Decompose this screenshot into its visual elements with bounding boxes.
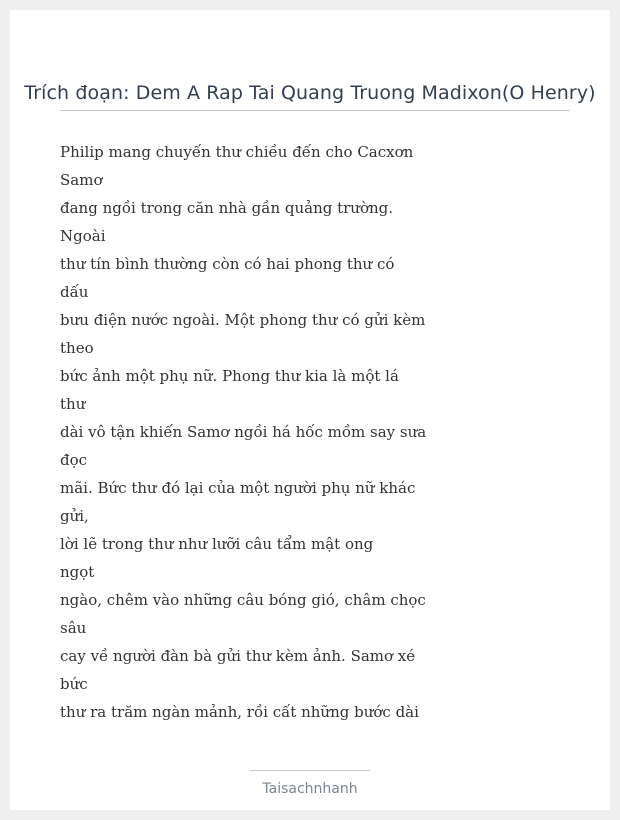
text-line: thư ra trăm ngàn mảnh, rồi cất những bước dài: [60, 703, 419, 721]
text-line: bức ảnh một phụ nữ. Phong thư kia là một lá: [60, 367, 399, 385]
text-line: mãi. Bức thư đó lại của một người phụ nữ khác: [60, 479, 416, 497]
page-title: Trích đoạn: Dem A Rap Tai Quang Truong Madixon(O Henry): [24, 82, 596, 104]
text-line: dài vô tận khiến Samơ ngồi há hốc mồm say sưa: [60, 423, 427, 441]
text-line: bức: [60, 675, 88, 693]
text-line: lời lẽ trong thư như lưỡi câu tẩm mật ong: [60, 535, 374, 553]
footer-divider: [250, 770, 370, 771]
text-line: ngọt: [60, 563, 95, 581]
text-line: theo: [60, 339, 94, 357]
text-line: Samơ: [60, 171, 103, 189]
text-line: Philip mang chuyến thư chiều đến cho Cacxơn: [60, 143, 414, 161]
text-line: đọc: [60, 451, 88, 469]
text-line: bưu điện nước ngoài. Một phong thư có gửi kèm: [60, 311, 426, 329]
text-line: đang ngồi trong căn nhà gần quảng trường.: [60, 199, 394, 217]
text-line: dấu: [60, 283, 89, 301]
text-line: thư: [60, 395, 86, 413]
body-text: [60, 138, 430, 726]
text-line: Ngoài: [60, 227, 106, 245]
text-line: gửi,: [60, 507, 89, 525]
title-divider: [60, 110, 570, 111]
text-line: cay về người đàn bà gửi thư kèm ảnh. Samơ xé: [60, 647, 416, 665]
footer-text: Taisachnhanh: [262, 781, 358, 797]
text-line: ngào, chêm vào những câu bóng gió, châm chọc: [60, 591, 426, 609]
text-line: sâu: [60, 619, 87, 637]
document-page: [10, 10, 610, 810]
text-line: thư tín bình thường còn có hai phong thư có: [60, 255, 395, 273]
